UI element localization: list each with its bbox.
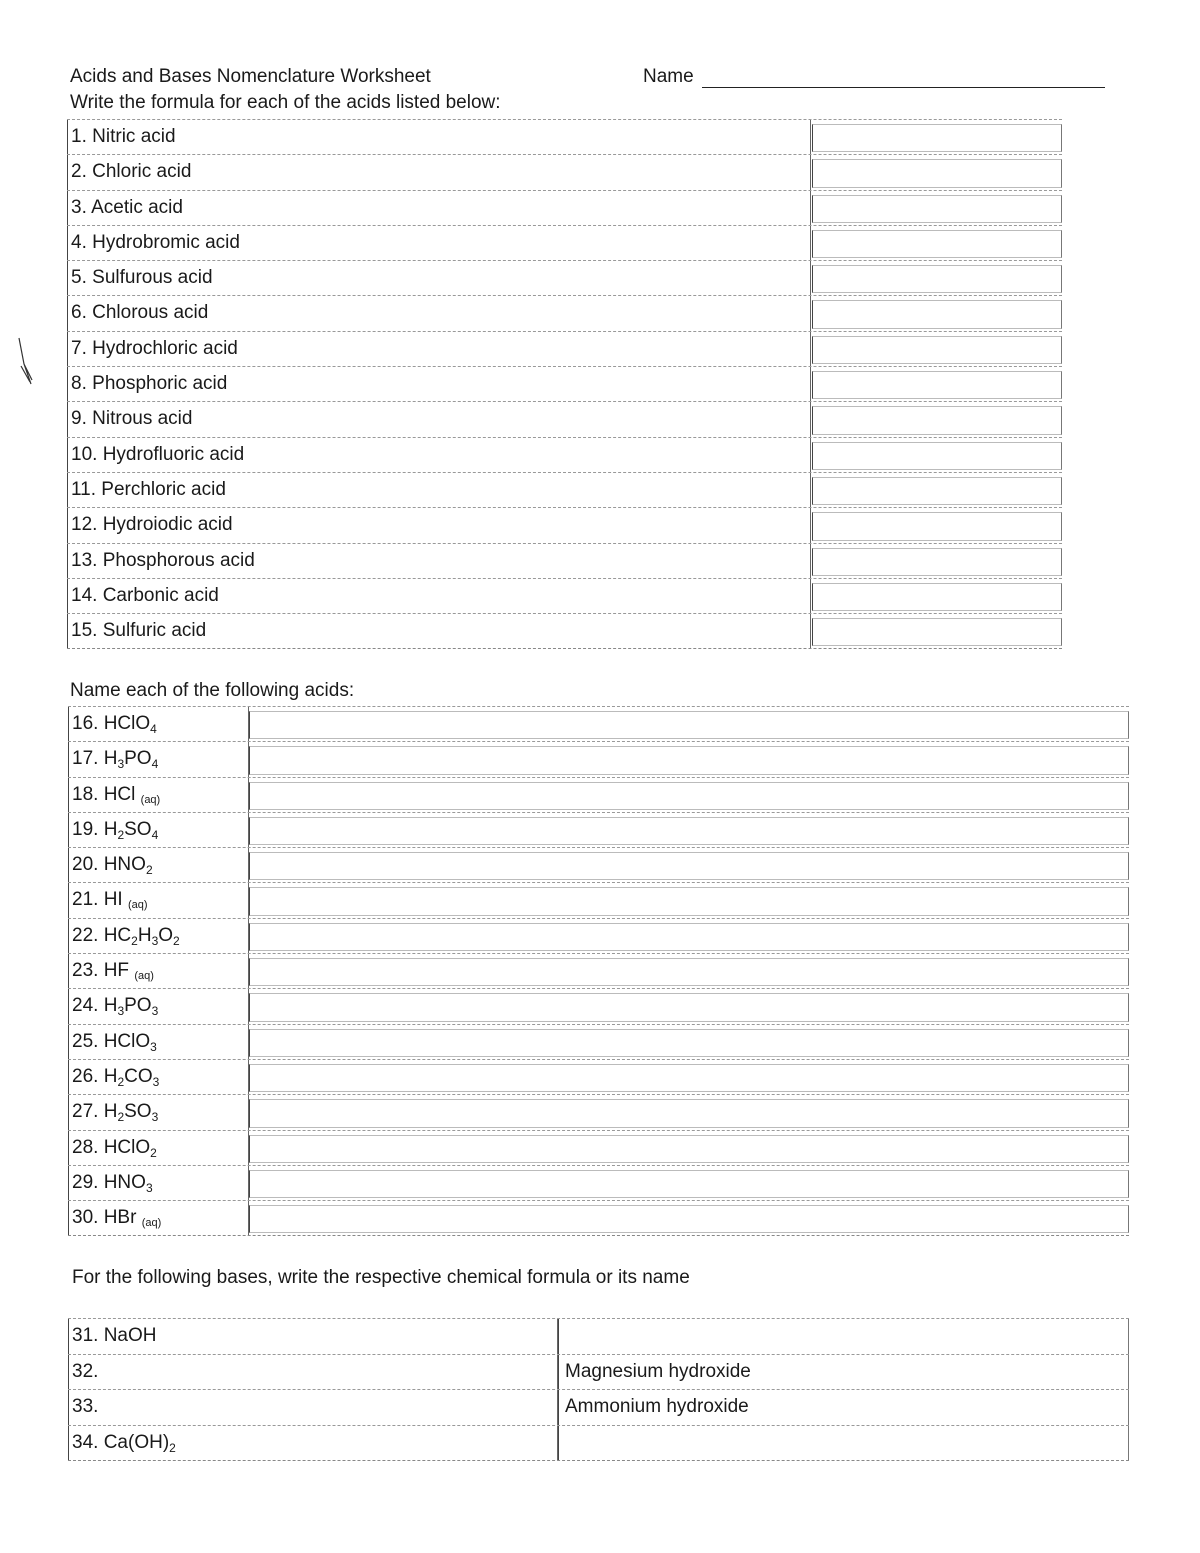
formula-part: HC xyxy=(103,924,132,946)
table-row xyxy=(68,741,1129,776)
item-number: 29. xyxy=(72,1171,99,1193)
formula-answer-box[interactable] xyxy=(812,336,1062,364)
acid-formula-cell xyxy=(68,1201,249,1235)
table-row xyxy=(68,882,1129,917)
formula-subscript: (aq) xyxy=(141,1217,162,1230)
section1-heading: Write the formula for each of the acids listed below: xyxy=(70,92,501,113)
acid-name-cell xyxy=(67,155,811,189)
formula-answer-box[interactable] xyxy=(812,548,1062,576)
acid-name-cell xyxy=(67,120,811,154)
formula-part: HCl xyxy=(103,783,141,805)
formula-subscript: (aq) xyxy=(127,899,148,912)
item-number: 31. xyxy=(72,1325,99,1346)
acid-name: Phosphorous acid xyxy=(102,549,255,571)
acid-name: Hydrobromic acid xyxy=(92,231,240,253)
base-formula xyxy=(104,1432,176,1453)
table-row xyxy=(68,918,1129,953)
name-answer-box[interactable] xyxy=(249,958,1129,986)
table-row xyxy=(67,507,1062,542)
name-answer-box[interactable] xyxy=(249,852,1129,880)
formula-answer-box[interactable] xyxy=(812,512,1062,540)
acid-name: Chloric acid xyxy=(92,161,192,183)
acid-formula-cell xyxy=(68,919,249,953)
acid-name: Hydroiodic acid xyxy=(102,514,233,536)
acid-formula-cell xyxy=(68,954,249,988)
formula-subscript: 4 xyxy=(150,722,157,736)
item-number: 5. xyxy=(71,267,87,289)
item-number: 23. xyxy=(72,960,99,982)
formula-answer-box[interactable] xyxy=(812,195,1062,223)
acid-name: Hydrochloric acid xyxy=(92,337,238,359)
item-number: 10. xyxy=(71,443,98,465)
name-label: Name xyxy=(643,66,694,87)
name-field[interactable] xyxy=(643,66,1105,88)
item-number: 19. xyxy=(72,818,99,840)
name-answer-box[interactable] xyxy=(249,1029,1129,1057)
table-row xyxy=(68,1024,1129,1059)
item-number: 20. xyxy=(72,854,99,876)
formula-part: H xyxy=(103,1101,118,1123)
table-row xyxy=(67,366,1062,401)
formula-subscript: 4 xyxy=(151,757,159,772)
acid-formula-cell xyxy=(68,1060,249,1094)
acid-name: Sulfurous acid xyxy=(92,267,213,289)
table-row xyxy=(68,1130,1129,1165)
acid-name-cell xyxy=(67,402,811,436)
name-answer-box[interactable] xyxy=(249,993,1129,1021)
formula-subscript: (aq) xyxy=(140,793,161,806)
acid-formula-cell xyxy=(68,883,249,917)
formula-subscript: 3 xyxy=(150,1039,157,1054)
formula-subscript: 3 xyxy=(117,757,125,772)
table-row xyxy=(68,1094,1129,1129)
formula-part: HClO xyxy=(103,713,151,734)
table-row xyxy=(68,1165,1129,1200)
item-number: 9. xyxy=(71,408,87,430)
item-number: 4. xyxy=(71,231,87,253)
base-name-cell xyxy=(558,1390,1129,1425)
acid-name-cell xyxy=(67,473,811,507)
item-number: 18. xyxy=(72,783,99,805)
formula-part: SO xyxy=(124,818,152,840)
base-name: Magnesium hydroxide xyxy=(565,1360,751,1382)
acid-formula-cell xyxy=(68,742,249,776)
formula-subscript: 2 xyxy=(173,933,180,948)
formula-answer-box[interactable] xyxy=(812,583,1062,611)
formula-part: H xyxy=(137,924,152,946)
item-number: 15. xyxy=(71,620,98,642)
acid-name-cell xyxy=(67,296,811,330)
acid-name-cell xyxy=(67,261,811,295)
item-number: 12. xyxy=(71,514,98,536)
table-row xyxy=(67,119,1062,154)
margin-pen-mark xyxy=(18,336,34,386)
name-answer-box[interactable] xyxy=(249,817,1129,845)
table-row xyxy=(67,190,1062,225)
formula-part: CO xyxy=(124,1065,153,1087)
acid-formula xyxy=(104,925,180,946)
item-number: 27. xyxy=(72,1101,99,1123)
table-row xyxy=(67,295,1062,330)
table-row xyxy=(68,1318,1129,1354)
formula-subscript: 2 xyxy=(169,1440,176,1455)
base-left-cell[interactable] xyxy=(68,1390,558,1425)
formula-part: HBr xyxy=(103,1207,142,1229)
acid-formula-cell xyxy=(68,707,249,741)
formula-subscript: 2 xyxy=(117,1074,125,1089)
base-left-cell xyxy=(68,1426,558,1461)
table-row xyxy=(68,777,1129,812)
item-number: 30. xyxy=(72,1207,99,1229)
formula-subscript: 4 xyxy=(151,827,159,842)
formula-part: H xyxy=(103,748,118,770)
table-row xyxy=(67,331,1062,366)
section3-heading: For the following bases, write the respective chemical formula or its name xyxy=(72,1267,690,1288)
name-answer-box[interactable] xyxy=(249,1135,1129,1163)
acid-formula xyxy=(104,713,157,734)
table-row xyxy=(67,613,1062,648)
formula-answer-box[interactable] xyxy=(812,442,1062,470)
acid-name-cell xyxy=(67,226,811,260)
item-number: 33. xyxy=(72,1396,99,1417)
acid-formula-cell xyxy=(68,1095,249,1129)
formula-subscript: 3 xyxy=(151,1004,159,1019)
formula-part: HI xyxy=(103,889,128,911)
acid-formula xyxy=(104,1172,153,1193)
table-row xyxy=(68,953,1129,988)
formula-part: Ca(OH) xyxy=(103,1431,170,1453)
table-row xyxy=(67,437,1062,472)
formula-answer-box[interactable] xyxy=(812,371,1062,399)
formula-answer-box[interactable] xyxy=(812,406,1062,434)
formula-answer-box[interactable] xyxy=(812,230,1062,258)
item-number: 24. xyxy=(72,995,99,1017)
acid-name-cell xyxy=(67,332,811,366)
formula-part: HClO xyxy=(103,1136,151,1158)
acid-formula xyxy=(104,960,154,981)
formula-subscript: 3 xyxy=(145,1180,153,1195)
name-answer-box[interactable] xyxy=(249,711,1129,739)
item-number: 13. xyxy=(71,549,98,571)
item-number: 14. xyxy=(71,584,98,606)
acid-formula-cell xyxy=(68,1025,249,1059)
table-row xyxy=(68,706,1129,741)
acid-formula xyxy=(104,1137,157,1158)
acid-formula xyxy=(104,1031,157,1052)
item-number: 8. xyxy=(71,373,87,395)
formula-answer-box[interactable] xyxy=(812,300,1062,328)
base-left-cell xyxy=(68,1319,558,1354)
item-number: 25. xyxy=(72,1030,99,1052)
item-number: 16. xyxy=(72,713,99,734)
acid-formula-cell xyxy=(68,813,249,847)
name-answer-box[interactable] xyxy=(249,1170,1129,1198)
formula-answer-box[interactable] xyxy=(812,477,1062,505)
acid-name: Phosphoric acid xyxy=(92,373,228,395)
formula-answer-box[interactable] xyxy=(812,159,1062,187)
formula-part: H xyxy=(103,1065,118,1087)
table-row xyxy=(68,1425,1129,1461)
formula-part: NaOH xyxy=(103,1325,157,1346)
base-left-cell[interactable] xyxy=(68,1355,558,1390)
acid-formula xyxy=(103,995,159,1019)
item-number: 2. xyxy=(71,161,87,183)
item-number: 3. xyxy=(71,196,87,218)
item-number: 7. xyxy=(71,337,87,359)
table-row xyxy=(68,812,1129,847)
name-answer-box[interactable] xyxy=(249,1205,1129,1233)
formula-subscript: 2 xyxy=(145,863,153,878)
name-blank-line[interactable] xyxy=(702,67,1105,88)
formula-answer-box[interactable] xyxy=(812,124,1062,152)
item-number: 1. xyxy=(71,126,87,147)
acid-formula-cell xyxy=(68,989,249,1023)
name-answer-box[interactable] xyxy=(249,746,1129,774)
table-row xyxy=(67,472,1062,507)
section2-table xyxy=(68,706,1129,1236)
name-answer-box[interactable] xyxy=(249,923,1129,951)
acid-name: Carbonic acid xyxy=(102,584,219,606)
acid-name-cell xyxy=(67,579,811,613)
formula-subscript: 3 xyxy=(151,933,159,948)
formula-answer-box[interactable] xyxy=(812,265,1062,293)
name-answer-box[interactable] xyxy=(249,887,1129,915)
acid-name-cell xyxy=(67,191,811,225)
formula-subscript: 3 xyxy=(117,1004,125,1019)
item-number: 34. xyxy=(72,1431,99,1453)
acid-formula-cell xyxy=(68,1166,249,1200)
base-name: Ammonium hydroxide xyxy=(565,1396,749,1417)
formula-part: HF xyxy=(103,960,135,982)
table-row xyxy=(67,543,1062,578)
table-row xyxy=(68,1059,1129,1094)
acid-formula xyxy=(104,819,159,840)
acid-formula xyxy=(103,748,159,772)
acid-formula xyxy=(104,1207,162,1228)
acid-name: Nitrous acid xyxy=(92,408,193,430)
table-row xyxy=(68,847,1129,882)
section2-heading: Name each of the following acids: xyxy=(70,680,355,701)
formula-part: O xyxy=(158,924,174,946)
formula-part: PO xyxy=(124,995,152,1017)
formula-part: SO xyxy=(124,1101,152,1123)
formula-part: H xyxy=(103,818,118,840)
name-answer-box[interactable] xyxy=(249,782,1129,810)
formula-subscript: 2 xyxy=(150,1145,157,1160)
formula-part: H xyxy=(103,995,118,1017)
formula-subscript: (aq) xyxy=(134,970,154,983)
formula-part: HNO xyxy=(103,1171,146,1193)
table-row xyxy=(67,401,1062,436)
table-row xyxy=(68,1389,1129,1425)
formula-subscript: 2 xyxy=(117,827,125,842)
item-number: 32. xyxy=(72,1360,99,1382)
acid-name: Chlorous acid xyxy=(92,302,209,324)
item-number: 26. xyxy=(72,1065,99,1087)
item-number: 6. xyxy=(71,302,87,324)
table-row xyxy=(68,1354,1129,1390)
table-row xyxy=(67,154,1062,189)
table-row xyxy=(68,1200,1129,1235)
acid-formula xyxy=(104,1066,160,1087)
table-row xyxy=(68,988,1129,1023)
item-number: 22. xyxy=(72,924,99,946)
acid-name-cell xyxy=(67,508,811,542)
formula-answer-box[interactable] xyxy=(812,618,1062,646)
acid-formula xyxy=(103,1101,159,1125)
acid-name: Nitric acid xyxy=(92,126,176,147)
formula-subscript: 3 xyxy=(151,1110,159,1125)
section3-table xyxy=(68,1318,1129,1461)
acid-name: Perchloric acid xyxy=(101,478,226,500)
name-answer-box[interactable] xyxy=(249,1099,1129,1127)
item-number: 21. xyxy=(72,889,99,911)
acid-name: Sulfuric acid xyxy=(102,620,207,642)
formula-part: HClO xyxy=(103,1030,151,1052)
formula-subscript: 2 xyxy=(117,1110,125,1125)
item-number: 28. xyxy=(72,1136,99,1158)
formula-part: HNO xyxy=(103,854,146,876)
name-answer-box[interactable] xyxy=(558,1319,1129,1354)
acid-name: Acetic acid xyxy=(91,196,183,218)
formula-part: PO xyxy=(124,748,152,770)
item-number: 11. xyxy=(71,478,97,500)
acid-formula-cell xyxy=(68,848,249,882)
name-answer-box[interactable] xyxy=(249,1064,1129,1092)
acid-formula xyxy=(104,889,148,910)
acid-name-cell xyxy=(67,544,811,578)
section1-table xyxy=(67,119,1062,649)
acid-formula xyxy=(103,854,153,878)
item-number: 17. xyxy=(72,748,99,770)
acid-name-cell xyxy=(67,438,811,472)
acid-name-cell xyxy=(67,614,811,648)
acid-formula-cell xyxy=(68,1131,249,1165)
base-formula xyxy=(104,1325,157,1346)
formula-subscript: 3 xyxy=(152,1074,160,1089)
acid-formula xyxy=(104,784,161,805)
base-name-cell xyxy=(558,1355,1129,1390)
formula-subscript: 2 xyxy=(131,933,138,948)
table-row xyxy=(67,225,1062,260)
table-row xyxy=(67,578,1062,613)
table-row xyxy=(67,260,1062,295)
worksheet-title: Acids and Bases Nomenclature Worksheet xyxy=(70,66,431,87)
name-answer-box[interactable] xyxy=(558,1426,1129,1461)
acid-name-cell xyxy=(67,367,811,401)
acid-formula-cell xyxy=(68,778,249,812)
acid-name: Hydrofluoric acid xyxy=(102,443,245,465)
